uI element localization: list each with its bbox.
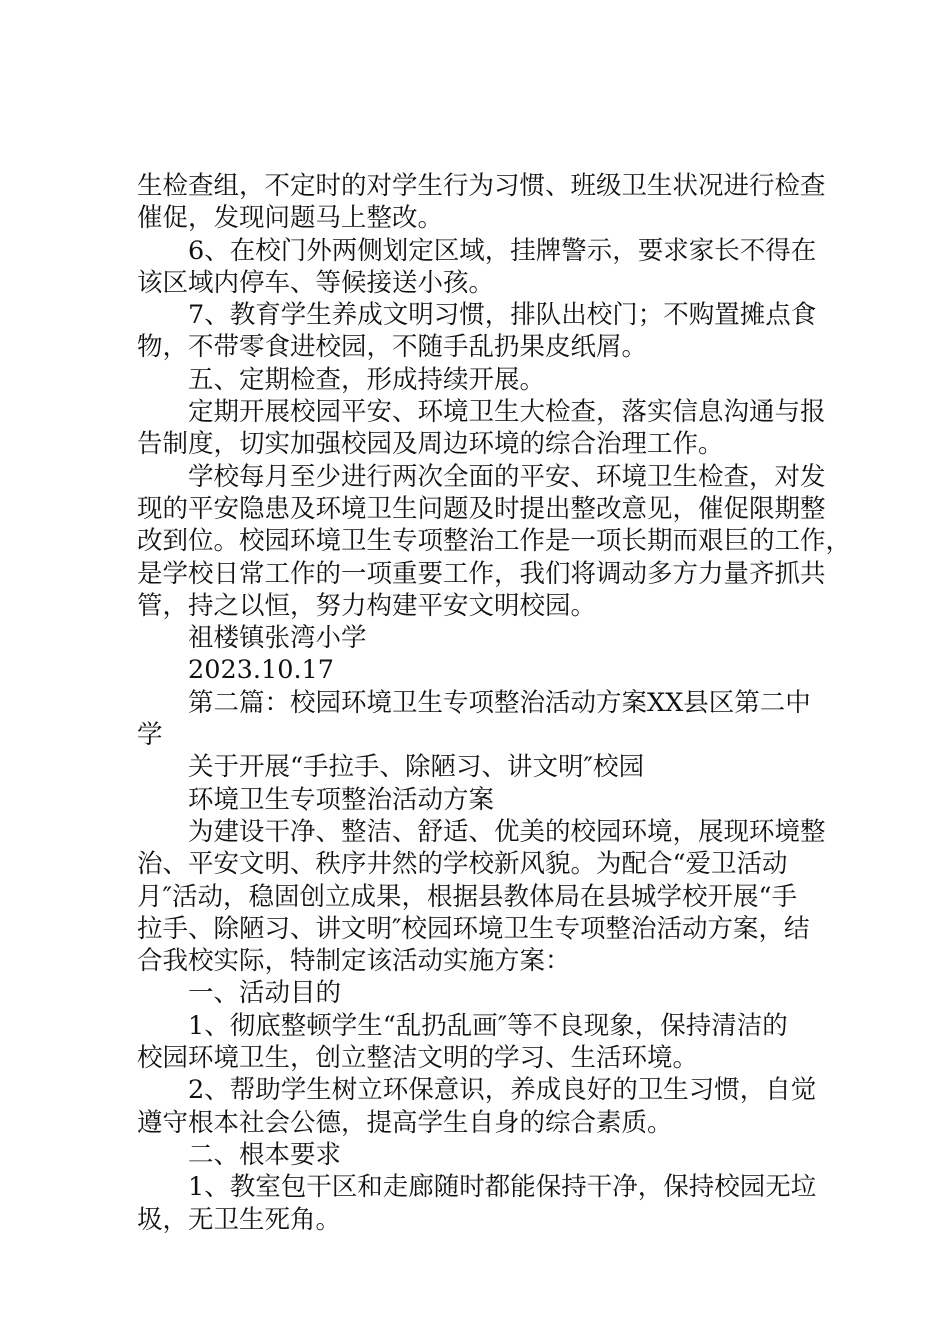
text-line: 物，不带零食进校园，不随手乱扔果皮纸屑。 (137, 332, 648, 363)
text-line: 合我校实际，特制定该活动实施方案： (137, 946, 571, 977)
text-line: 环境卫生专项整治活动方案 (188, 784, 495, 815)
text-line: 现的平安隐患及环境卫生问题及时提出整改意见，催促限期整 (137, 493, 826, 524)
text-line: 生检查组，不定时的对学生行为习惯、班级卫生状况进行检查 (137, 171, 826, 201)
text-line: 关于开展“手拉手、除陋习、讲文明″校园 (188, 752, 645, 783)
text-line: 遵守根本社会公德，提高学生自身的综合素质。 (137, 1107, 673, 1138)
text-line: 管，持之以恒，努力构建平安文明校园。 (137, 590, 597, 621)
document-body (137, 170, 852, 1236)
text-line: 定期开展校园平安、环境卫生大检查，落实信息沟通与报 (188, 397, 826, 428)
text-line: 2023.10.17 (188, 655, 335, 686)
text-line: 月″活动，稳固创立成果，根据县教体局在县城学校开展“手 (137, 881, 798, 912)
text-line: 6、在校门外两侧划定区域，挂牌警示，要求家长不得在 (188, 235, 817, 266)
text-line: 1、教室包干区和走廊随时都能保持干净，保持校园无垃 (188, 1172, 817, 1203)
text-line: 校园环境卫生，创立整洁文明的学习、生活环境。 (137, 1043, 699, 1074)
text-line: 拉手、除陋习、讲文明″校园环境卫生专项整治活动方案，结 (137, 913, 810, 944)
text-line: 是学校日常工作的一项重要工作，我们将调动多方力量齐抓共 (137, 558, 826, 589)
text-line: 学校每月至少进行两次全面的平安、环境卫生检查，对发 (188, 461, 826, 492)
text-line: 第二篇：校园环境卫生专项整治活动方案XX县区第二中 (188, 687, 811, 718)
text-line: 该区域内停车、等候接送小孩。 (137, 267, 495, 298)
text-line: 7、教育学生养成文明习惯，排队出校门；不购置摊点食 (188, 300, 817, 331)
text-line: 改到位。校园环境卫生专项整治工作是一项长期而艰巨的工作， (137, 526, 852, 557)
text-line: 五、定期检查，形成持续开展。 (188, 364, 546, 395)
text-line: 学 (137, 720, 163, 751)
text-line: 一、活动目的 (188, 978, 342, 1009)
text-line: 告制度，切实加强校园及周边环境的综合治理工作。 (137, 429, 724, 460)
text-line: 治、平安文明、秩序井然的学校新风貌。为配合“爱卫活动 (137, 849, 788, 880)
text-line: 为建设干净、整洁、舒适、优美的校园环境，展现环境整 (188, 816, 826, 847)
text-line: 二、根本要求 (188, 1139, 342, 1170)
text-line: 1、彻底整顿学生“乱扔乱画″等不良现象，保持清洁的 (188, 1010, 788, 1041)
text-line: 催促，发现问题马上整改。 (137, 203, 444, 234)
text-line: 2、帮助学生树立环保意识，养成良好的卫生习惯，自觉 (188, 1075, 817, 1106)
text-line: 圾，无卫生死角。 (137, 1204, 342, 1235)
text-line: 祖楼镇张湾小学 (188, 623, 367, 654)
